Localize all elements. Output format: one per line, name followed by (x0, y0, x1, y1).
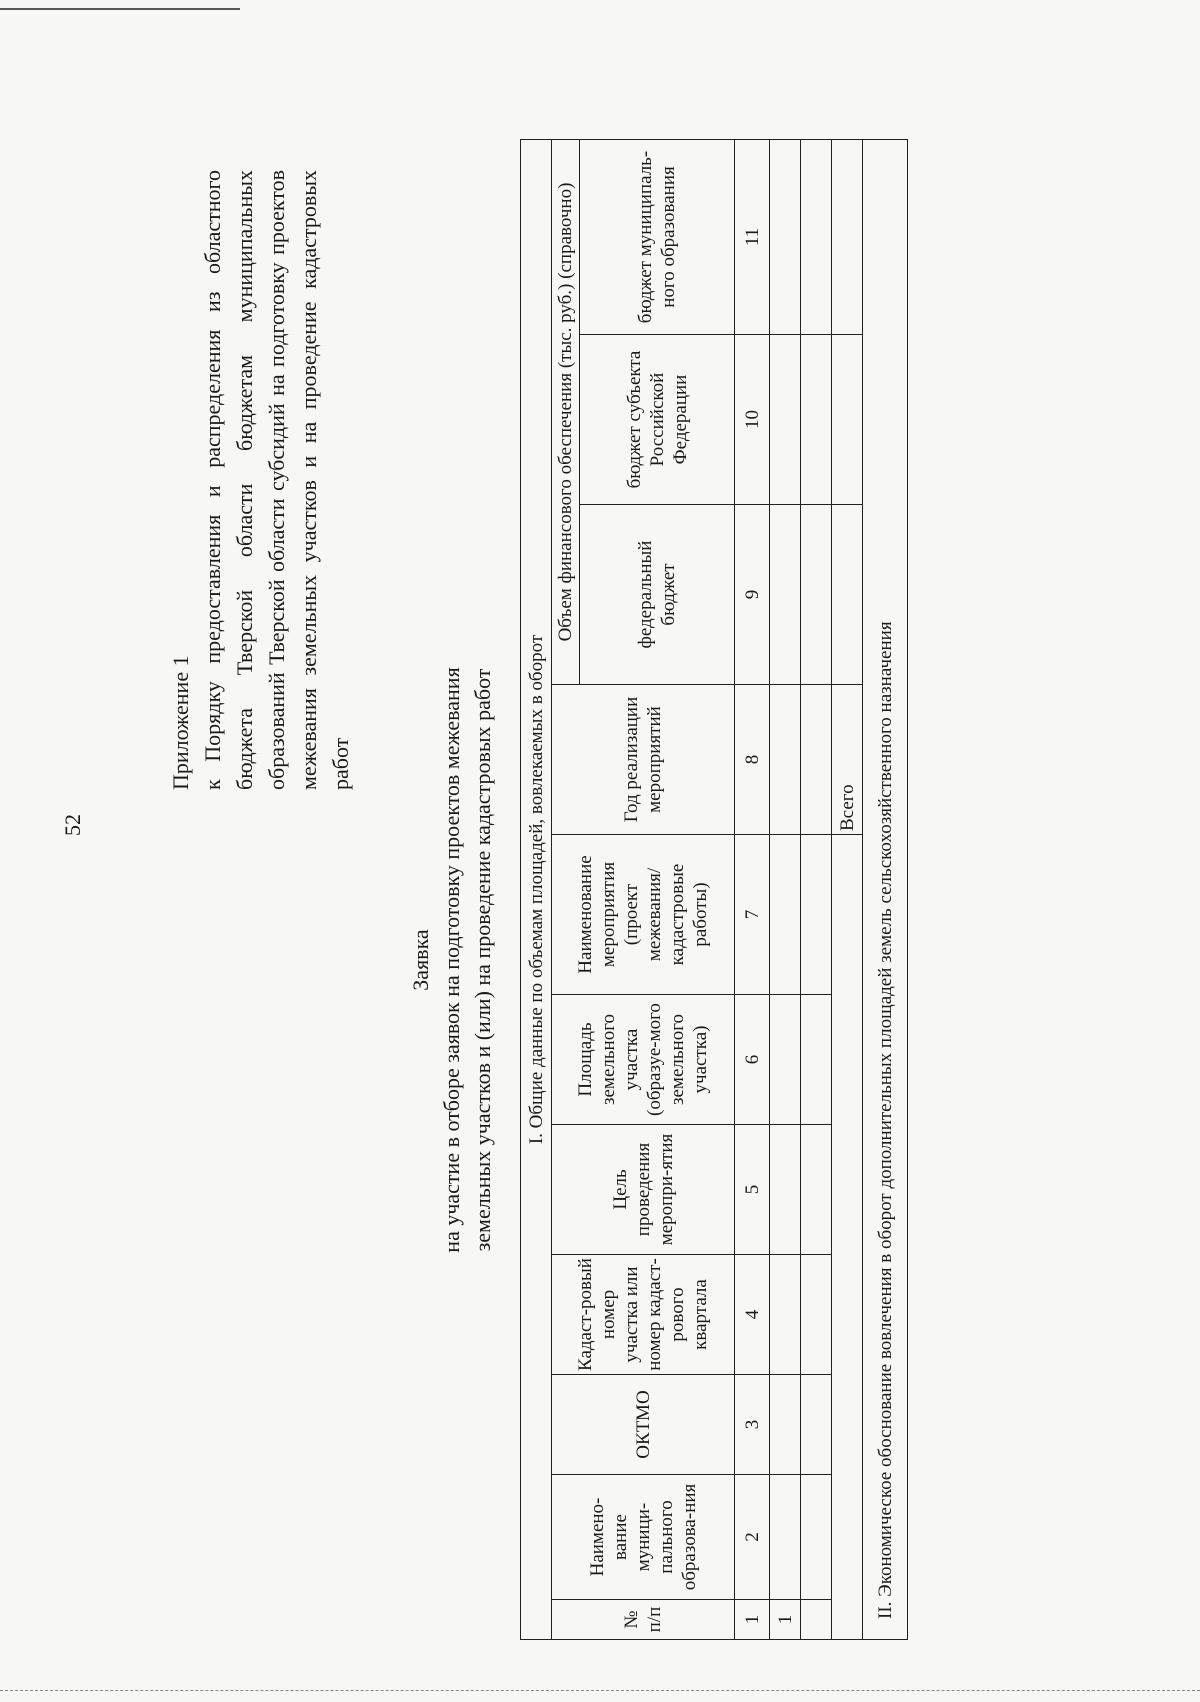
table-cell (801, 1255, 832, 1375)
page-number: 52 (60, 814, 85, 836)
section-1-title: I. Общие данные по объемам площадей, вовлекаемых в оборот (521, 140, 552, 1640)
col-number: 4 (735, 1255, 770, 1375)
table-cell (801, 335, 832, 505)
col-header-municipality: Наимено-вание муници-пального образова-ния (552, 1475, 735, 1600)
col-header-federal-budget: федеральный бюджет (580, 505, 735, 685)
table-row (770, 140, 801, 1640)
table-cell (801, 1125, 832, 1255)
col-number: 9 (735, 505, 770, 685)
table-cell (801, 685, 832, 835)
col-number: 7 (735, 835, 770, 995)
col-number: 2 (735, 1475, 770, 1600)
total-label: Всего (832, 685, 863, 835)
table-cell (832, 505, 863, 685)
col-header-activity-name: Наименование мероприятия (проект межевания/ кадастровые работы) (552, 835, 735, 995)
request-heading (405, 390, 498, 1530)
col-header-cadastral-number: Кадаст-ровый номер участка или номер кадаст-рового квартала (552, 1255, 735, 1375)
col-number: 1 (735, 1600, 770, 1640)
request-line-1: на участие в отборе заявок на подготовку проектов межевания (439, 667, 464, 1253)
rotated-sheet (165, 90, 1065, 1650)
scan-edge-top (0, 8, 240, 10)
col-header-regional-budget: бюджет субъекта Российской Федерации (580, 335, 735, 505)
table-cell (770, 140, 801, 335)
table-row (801, 140, 832, 1640)
table-cell (770, 835, 801, 995)
request-title: Заявка (408, 929, 433, 991)
table-cell (770, 1255, 801, 1375)
table-cell (832, 140, 863, 335)
col-header-purpose: Цель проведения меропри-ятия (552, 1125, 735, 1255)
total-row (832, 140, 863, 1640)
col-header-area: Площадь земельного участка (образуе-мого земельного участка) (552, 995, 735, 1125)
table-cell (770, 1125, 801, 1255)
appendix-text: к Порядку предоставления и распределения из областного бюджета Тверской области бюджетам муниципальных образований Тверской области субсидий на подготовку проектов межевания земельных участков и на проведение кадастровых работ (200, 170, 353, 790)
scan-edge-bottom (0, 1690, 1200, 1691)
table-cell (801, 505, 832, 685)
col-header-year: Год реализации мероприятий (552, 685, 735, 835)
request-table (520, 139, 908, 1640)
request-table-wrap (520, 140, 908, 1640)
col-number: 8 (735, 685, 770, 835)
appendix-title: Приложение 1 (168, 655, 193, 790)
table-cell (801, 1600, 832, 1640)
table-cell (770, 335, 801, 505)
section-2-title: II. Экономическое обоснование вовлечения в оборот дополнительных площадей земель сельскохозяйственного назначения (863, 140, 908, 1640)
table-cell (832, 335, 863, 505)
col-number: 10 (735, 335, 770, 505)
table-cell (770, 685, 801, 835)
col-header-number: № п/п (552, 1600, 735, 1640)
col-number: 11 (735, 140, 770, 335)
col-header-financing-group: Объем финансового обеспечения (тыс. руб.) (справочно) (552, 140, 580, 685)
table-cell (770, 1375, 801, 1475)
column-numbers-row (735, 140, 770, 1640)
table-cell (770, 1475, 801, 1600)
col-number: 3 (735, 1375, 770, 1475)
table-cell (801, 1475, 832, 1600)
col-header-oktmo: ОКТМО (552, 1375, 735, 1475)
table-cell (801, 1375, 832, 1475)
table-cell (801, 140, 832, 335)
col-number: 5 (735, 1125, 770, 1255)
col-number: 6 (735, 995, 770, 1125)
table-cell (801, 835, 832, 995)
col-header-municipal-budget: бюджет муниципаль-ного образования (580, 140, 735, 335)
table-cell (832, 835, 863, 1640)
table-cell (801, 995, 832, 1125)
table-cell (770, 995, 801, 1125)
table-cell (770, 505, 801, 685)
appendix-block (165, 170, 357, 790)
request-line-2: земельных участков и (или) на проведение кадастровых работ (470, 668, 495, 1252)
row-number: 1 (770, 1600, 801, 1640)
